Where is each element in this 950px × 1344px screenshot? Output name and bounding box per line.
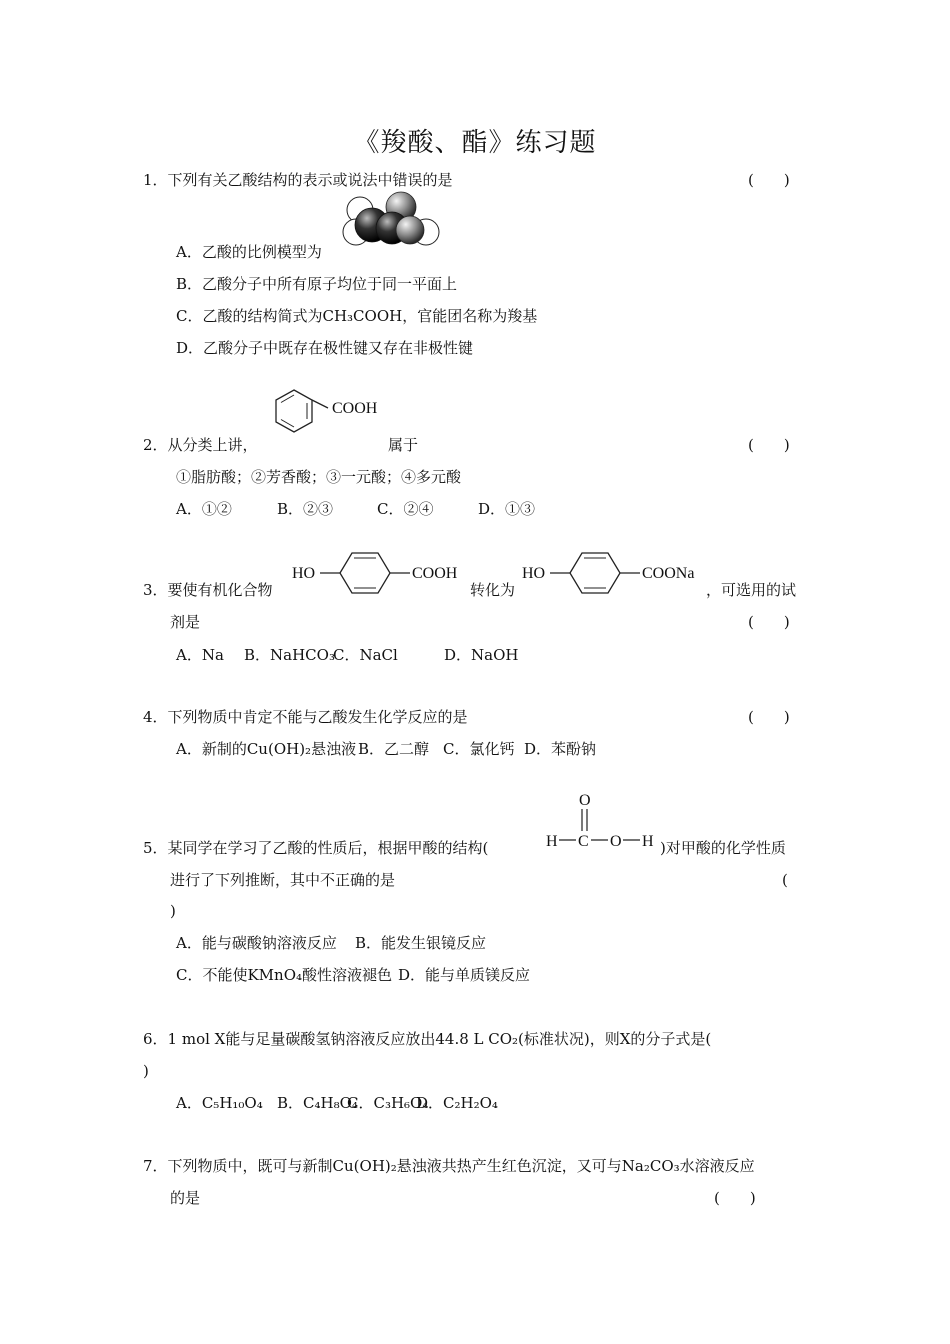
q3-option-a: A．Na xyxy=(176,646,224,664)
q1-option-b: B．乙酸分子中所有原子均位于同一平面上 xyxy=(176,275,458,293)
q4-option-c: C．氯化钙 xyxy=(443,740,515,758)
q2-option-c: C．②④ xyxy=(377,500,434,518)
q5-stem-line2: 进行了下列推断，其中不正确的是 xyxy=(170,871,396,889)
q2-option-d: D．①③ xyxy=(478,500,536,518)
q5-formula-o: O xyxy=(610,833,622,850)
q6-option-d: D．C₂H₂O₄ xyxy=(416,1094,498,1112)
q3-stem-mid: 转化为 xyxy=(470,581,516,599)
q5-option-c: C．不能使KMnO₄酸性溶液褪色 xyxy=(176,966,393,984)
q3-coona-label: COONa xyxy=(642,565,695,582)
q5-answer-blank-open: ( xyxy=(782,871,788,889)
q6-stem: 6．1 mol X能与足量碳酸氢钠溶液反应放出44.8 L CO₂(标准状况)，则X的分子式是( xyxy=(143,1030,712,1048)
page-title: 《羧酸、酯》练习题 xyxy=(353,128,597,158)
q5-option-d: D．能与单质镁反应 xyxy=(398,966,531,984)
p-hydroxybenzoic-acid-structure xyxy=(292,548,468,598)
q5-formula-o-top: O xyxy=(579,792,591,809)
q1-stem: 1．下列有关乙酸结构的表示或说法中错误的是 xyxy=(143,171,453,189)
q7-stem-line2: 的是 xyxy=(170,1189,201,1207)
q5-answer-blank-close: ) xyxy=(170,902,176,920)
q3-option-b: B．NaHCO₃ xyxy=(244,646,335,664)
q3-option-d: D．NaOH xyxy=(444,646,519,664)
q5-option-a: A．能与碳酸钠溶液反应 xyxy=(176,934,337,952)
q4-answer-blank: ( ) xyxy=(748,708,790,726)
q3-stem-start: 3．要使有机化合物 xyxy=(143,581,273,599)
q5-formula-c: C xyxy=(578,833,589,850)
q3-option-c: C．NaCl xyxy=(333,646,398,664)
q1-answer-blank: ( ) xyxy=(748,171,790,189)
q7-answer-blank: ( ) xyxy=(714,1189,756,1207)
q6-stem-line2: ) xyxy=(143,1062,149,1080)
q5-formula-h-left: H xyxy=(546,833,558,850)
q1-option-c: C．乙酸的结构简式为CH₃COOH，官能团名称为羧基 xyxy=(176,307,538,325)
acetic-acid-space-filling-model xyxy=(336,192,442,254)
q3-stem-end: ，可选用的试 xyxy=(706,581,797,599)
q3-ho-label-2: HO xyxy=(522,565,546,582)
q5-option-b: B．能发生银镜反应 xyxy=(355,934,487,952)
q2-items: ①脂肪酸；②芳香酸；③一元酸；④多元酸 xyxy=(176,468,462,486)
q4-option-b: B．乙二醇 xyxy=(358,740,430,758)
q3-stem-line2: 剂是 xyxy=(170,613,201,631)
q1-option-d: D．乙酸分子中既存在极性键又存在非极性键 xyxy=(176,339,474,357)
benzoic-acid-structure xyxy=(266,386,396,448)
q5-stem-start: 5．某同学在学习了乙酸的性质后，根据甲酸的结构( xyxy=(143,839,489,857)
q6-option-c: C．C₃H₆O₄ xyxy=(347,1094,429,1112)
sodium-p-hydroxybenzoate-structure xyxy=(522,548,704,598)
q3-answer-blank: ( ) xyxy=(748,613,790,631)
q4-option-d: D．苯酚钠 xyxy=(524,740,597,758)
q3-ho-label-1: HO xyxy=(292,565,316,582)
q2-cooh-label: COOH xyxy=(332,400,378,417)
formic-acid-structure xyxy=(542,788,660,854)
q2-stem-end: 属于 xyxy=(388,436,419,454)
q2-stem-start: 2．从分类上讲， xyxy=(143,436,258,454)
q5-stem-end: )对甲酸的化学性质 xyxy=(660,839,786,857)
q7-stem: 7．下列物质中，既可与新制Cu(OH)₂悬浊液共热产生红色沉淀，又可与Na₂CO₃水溶液反应 xyxy=(143,1157,755,1175)
q1-option-a: A．乙酸的比例模型为 xyxy=(176,243,322,261)
q6-option-a: A．C₅H₁₀O₄ xyxy=(176,1094,263,1112)
q2-option-b: B．②③ xyxy=(277,500,334,518)
q6-option-b: B．C₄H₈O₄ xyxy=(277,1094,358,1112)
q2-option-a: A．①② xyxy=(176,500,232,518)
q5-formula-h-right: H xyxy=(642,833,654,850)
q4-option-a: A．新制的Cu(OH)₂悬浊液 xyxy=(176,740,357,758)
q2-answer-blank: ( ) xyxy=(748,436,790,454)
q4-stem: 4．下列物质中肯定不能与乙酸发生化学反应的是 xyxy=(143,708,468,726)
q3-cooh-label: COOH xyxy=(412,565,458,582)
